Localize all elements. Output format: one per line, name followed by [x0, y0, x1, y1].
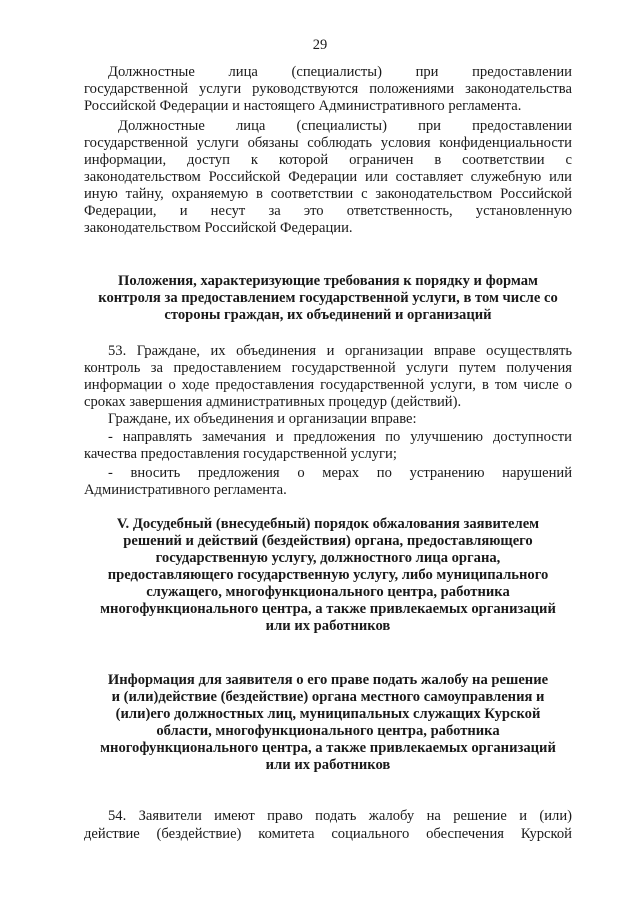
- para2-line-1: Должностные лица (специалисты) при предоставлении: [118, 118, 572, 134]
- para54-line-1: 54. Заявители имеют право подать жалобу на решение и (или): [108, 808, 572, 824]
- para2-line-4: законодательством Российской Федерации или составляет служебную или: [84, 169, 572, 185]
- para54-line-2: действие (бездействие) комитета социального обеспечения Курской: [84, 826, 572, 842]
- bullet-2-line-1: - вносить предложения о мерах по устранению нарушений: [108, 465, 572, 481]
- bullet-1-line-2: качества предоставления государственной услуги;: [84, 446, 397, 462]
- para2-line-5: иную тайну, охраняемую в соответствии с законодательством Российской: [84, 186, 572, 202]
- para1-line-3: Российской Федерации и настоящего Административного регламента.: [84, 98, 522, 114]
- page-number: 29: [312, 37, 328, 53]
- bullet-1-line-1: - направлять замечания и предложения по улучшению доступности: [108, 429, 572, 445]
- heading-3-line-1: Информация для заявителя о его праве подать жалобу на решение: [107, 672, 549, 688]
- para2-line-3: информации, доступ к которой ограничен в соответствии с: [84, 152, 572, 168]
- bullet-2-line-2: Административного регламента.: [84, 482, 287, 498]
- heading-3-line-3: (или)его должностных лиц, муниципальных служащих Курской: [115, 706, 541, 722]
- para2-line-7: законодательством Российской Федерации.: [84, 220, 353, 236]
- para53-line-1: 53. Граждане, их объединения и организации вправе осуществлять: [108, 343, 572, 359]
- para1-line-2: государственной услуги руководствуются положениями законодательства: [84, 81, 572, 97]
- heading-2-line-4: предоставляющего государственную услугу, либо муниципального: [107, 567, 549, 583]
- heading-2-line-1: V. Досудебный (внесудебный) порядок обжалования заявителем: [116, 516, 540, 532]
- heading-1-line-1: Положения, характеризующие требования к порядку и формам: [118, 273, 538, 289]
- heading-2-line-3: государственную услугу, должностного лица органа,: [155, 550, 501, 566]
- para1-line-1: Должностные лица (специалисты) при предоставлении: [108, 64, 572, 80]
- heading-2-line-2: решений и действий (бездействия) органа, предоставляющего: [123, 533, 533, 549]
- heading-2-line-6: многофункционального центра, а также привлекаемых организаций: [100, 601, 556, 617]
- heading-2-line-5: служащего, многофункционального центра, работника: [146, 584, 510, 600]
- para53-line-2: контроль за предоставлением государственной услуги путем получения: [84, 360, 572, 376]
- heading-3-line-6: или их работников: [265, 757, 391, 773]
- heading-3-line-2: и (или)действие (бездействие) органа местного самоуправления и: [111, 689, 545, 705]
- para2-line-6: Федерации, и несут за это ответственность, установленную: [84, 203, 572, 219]
- para53-line-3: информации о ходе предоставления государственной услуги, в том числе о: [84, 377, 572, 393]
- heading-3-line-5: многофункционального центра, а также привлекаемых организаций: [100, 740, 556, 756]
- para53-rights-intro: Граждане, их объединения и организации вправе:: [108, 411, 417, 427]
- heading-2-line-7: или их работников: [265, 618, 391, 634]
- heading-1-line-2: контроля за предоставлением государственной услуги, в том числе со: [98, 290, 558, 306]
- para2-line-2: государственной услуги обязаны соблюдать условия конфиденциальности: [84, 135, 572, 151]
- heading-1-line-3: стороны граждан, их объединений и организаций: [164, 307, 492, 323]
- heading-3-line-4: области, многофункционального центра, работника: [156, 723, 500, 739]
- para53-line-4: сроках завершения административных процедур (действий).: [84, 394, 462, 410]
